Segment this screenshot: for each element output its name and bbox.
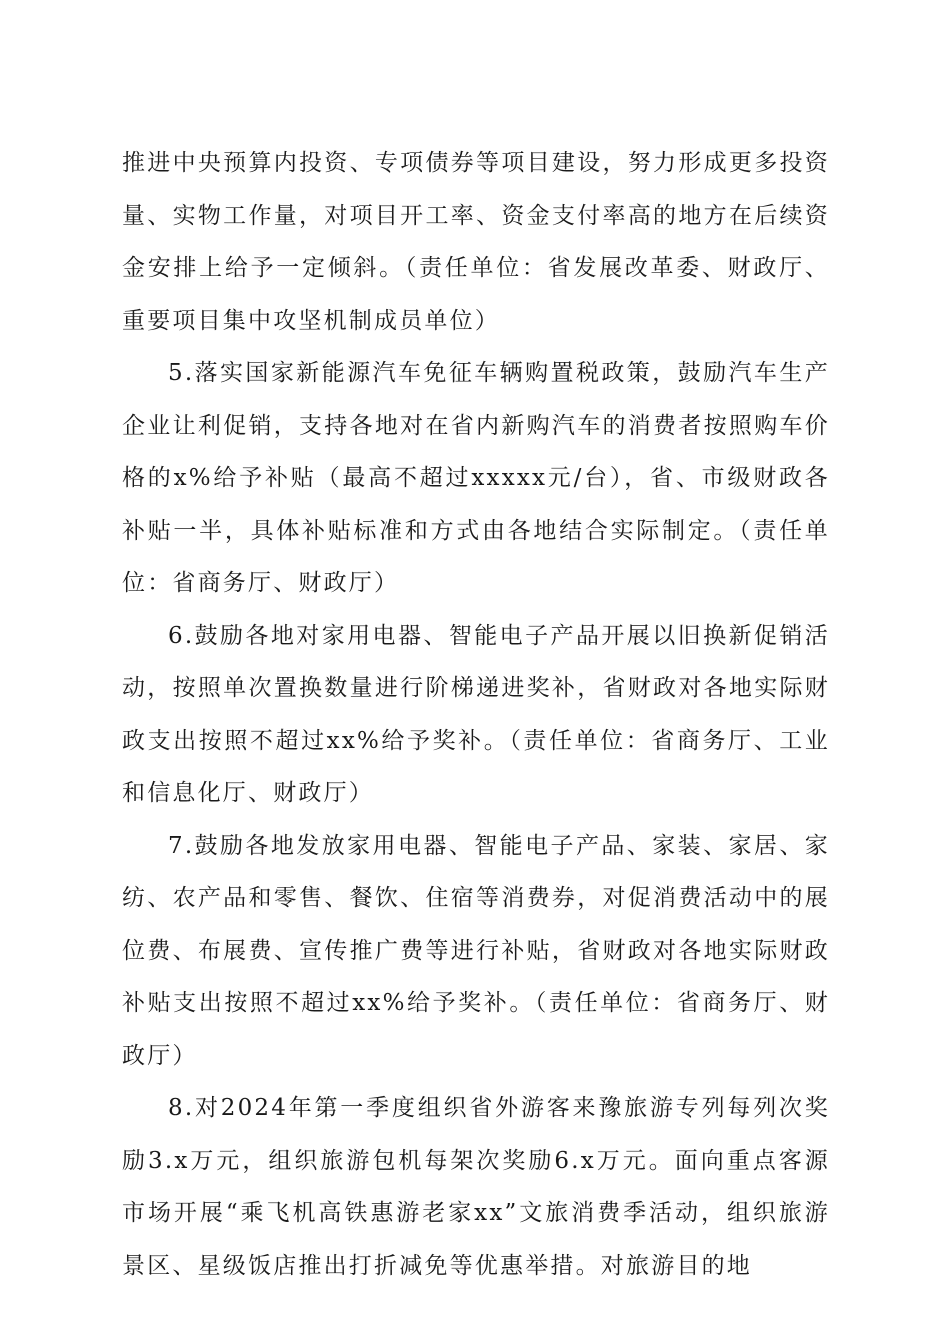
paragraph-item-7: 7.鼓励各地发放家用电器、智能电子产品、家装、家居、家纺、农产品和零售、餐饮、住宿等消费券，对促消费活动中的展位费、布展费、宣传推广费等进行补贴，省财政对各地实际财政补贴支出按照不超过xx%给予奖补。（责任单位：省商务厅、财政厅） <box>122 832 830 1069</box>
paragraph-continuation: 推进中央预算内投资、专项债券等项目建设，努力形成更多投资量、实物工作量，对项目开工率、资金支付率高的地方在后续资金安排上给予一定倾斜。（责任单位：省发展改革委、财政厅、重要项目集中攻坚机制成员单位） <box>122 150 830 334</box>
paragraph-item-6: 6.鼓励各地对家用电器、智能电子产品开展以旧换新促销活动，按照单次置换数量进行阶梯递进奖补，省财政对各地实际财政支出按照不超过xx%给予奖补。（责任单位：省商务厅、工业和信息化厅、财政厅） <box>122 622 830 806</box>
paragraph-item-8: 8.对2024年第一季度组织省外游客来豫旅游专列每列次奖励3.x万元，组织旅游包机每架次奖励6.x万元。面向重点客源市场开展“乘飞机高铁惠游老家xx”文旅消费季活动，组织旅游景区、星级饭店推出打折减免等优惠举措。对旅游目的地 <box>122 1095 830 1279</box>
document-body <box>122 137 830 1292</box>
paragraph-item-5: 5.落实国家新能源汽车免征车辆购置税政策，鼓励汽车生产企业让利促销，支持各地对在省内新购汽车的消费者按照购车价格的x%给予补贴（最高不超过xxxxx元/台），省、市级财政各补贴一半，具体补贴标准和方式由各地结合实际制定。（责任单位：省商务厅、财政厅） <box>122 360 830 596</box>
